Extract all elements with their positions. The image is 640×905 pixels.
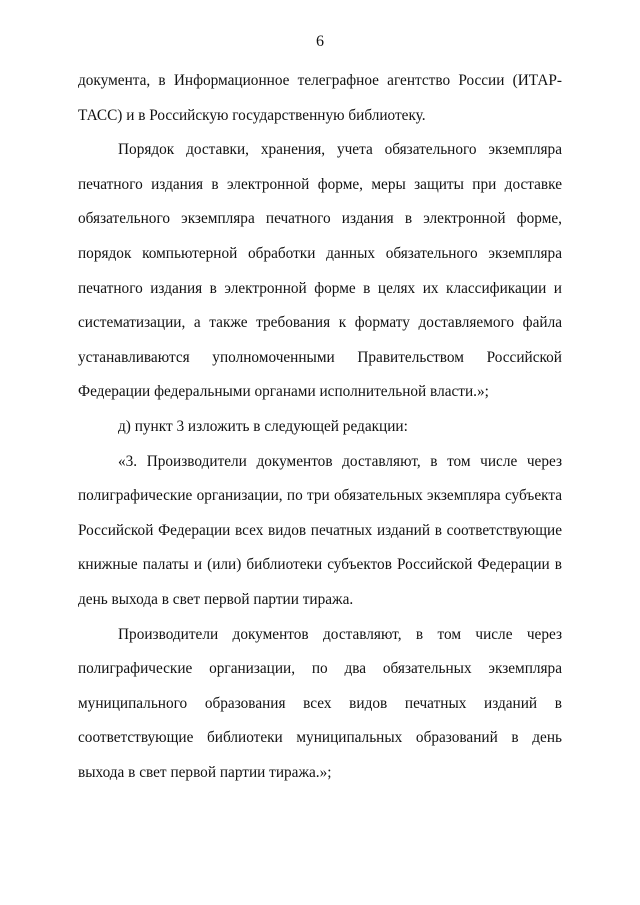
page-number: 6	[316, 33, 324, 50]
document-body	[78, 64, 562, 790]
paragraph-municipal-copies: Производители документов доставляют, в том числе через полиграфические организации, по два обязательных экземпляра муниципального образования всех видов печатных изданий в соответствующие библиотеки муниципальных образований в день выхода в свет первой партии тиража.»;	[78, 625, 562, 781]
paragraph-amendment-d: д) пункт 3 изложить в следующей редакции:	[118, 417, 408, 435]
paragraph-item-3: «3. Производители документов доставляют, в том числе через полиграфические организации, по три обязательных экземпляра субъекта Российской Федерации всех видов печатных изданий в соответствующие книжные палаты и (или) библиотеки субъектов Российской Федерации в день выхода в свет первой партии тиража.	[78, 452, 562, 608]
paragraph-continuation: документа, в Информационное телеграфное агентство России (ИТАР-ТАСС) и в Российскую государственную библиотеку.	[78, 72, 562, 124]
paragraph-delivery-order: Порядок доставки, хранения, учета обязательного экземпляра печатного издания в электронной форме, меры защиты при доставке обязательного экземпляра печатного издания в электронной форме, порядок компьютерной обработки данных обязательного экземпляра печатного издания в электронной форме в целях их классификации и систематизации, а также требования к формату доставляемого файла устанавливаются уполномоченными Правительством Российской Федерации федеральными органами исполнительной власти.»;	[78, 141, 562, 401]
